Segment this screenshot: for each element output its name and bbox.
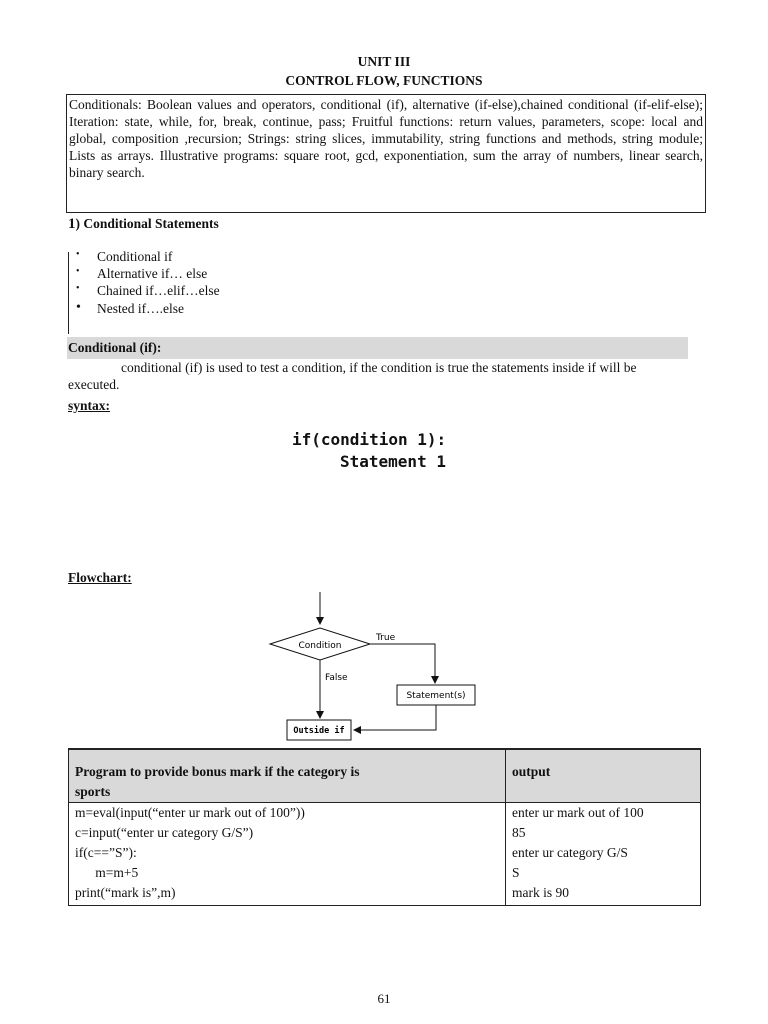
output-line: enter ur mark out of 100: [512, 805, 644, 820]
unit-label: UNIT III: [357, 54, 411, 69]
merge-arrow: [354, 705, 436, 730]
bullet-icon: •: [76, 266, 80, 277]
syntax-label: syntax:: [68, 398, 111, 413]
program-header-line2: sports: [75, 784, 111, 799]
list-item-label: Nested if….else: [97, 301, 184, 316]
page-number: 61: [377, 991, 391, 1006]
table-header-row: [69, 750, 701, 803]
program-header-line1: Program to provide bonus mark if the category is: [75, 764, 360, 779]
output-header-cell: output: [506, 750, 701, 803]
output-cell: [506, 803, 701, 906]
flowchart-label: Flowchart:: [68, 570, 132, 585]
list-item-label: Alternative if… else: [97, 266, 208, 281]
list-item-label: Chained if…elif…else: [97, 283, 220, 298]
program-header-cell: [69, 750, 506, 803]
table-row: [69, 803, 701, 906]
outside-if-text: Outside if: [293, 726, 345, 736]
bullet-icon: •: [76, 300, 81, 315]
bullet-icon: •: [76, 283, 80, 294]
description-line-1: conditional (if) is used to test a condition, if the condition is true the statements inside if will be: [121, 360, 637, 375]
description-line-2: executed.: [68, 377, 120, 392]
code-line: m=eval(input(“enter ur mark out of 100”)): [75, 805, 305, 820]
code-line: if(c==”S”):: [75, 845, 137, 860]
statement-text: Statement(s): [406, 691, 466, 701]
program-table: [68, 749, 701, 906]
true-arrow: [370, 644, 435, 683]
section-title: ) Conditional Statements: [75, 216, 219, 231]
list-item-label: Conditional if: [97, 249, 173, 264]
syllabus-text: Conditionals: Boolean values and operators, conditional (if), alternative (if-else),chained conditional (if-elif-else); Iteration: state, while, for, break, continue, pass; Fruitful functions: return values, parameters, scope: local and global, composition ,recursion; Strings: string slices, immutability, string functions and methods, string module; Lists as arrays. Illustrative programs: square root, gcd, exponentiation, sum the array of numbers, linear search, binary search.: [69, 97, 703, 180]
syntax-line-1: if(condition 1):: [292, 430, 447, 449]
output-line: S: [512, 865, 520, 880]
code-line: m=m+5: [75, 865, 139, 880]
bullet-icon: •: [76, 249, 80, 260]
output-line: mark is 90: [512, 885, 569, 900]
section-number: 1: [68, 216, 76, 232]
false-label: False: [325, 673, 348, 683]
page-title: CONTROL FLOW, FUNCTIONS: [285, 73, 483, 88]
output-line: enter ur category G/S: [512, 845, 628, 860]
syntax-line-2: Statement 1: [340, 452, 446, 471]
code-line: print(“mark is”,m): [75, 885, 176, 900]
condition-text: Condition: [298, 641, 342, 651]
code-line: c=input(“enter ur category G/S”): [75, 825, 254, 840]
true-label: True: [376, 633, 396, 643]
conditional-if-heading: Conditional (if):: [67, 337, 688, 359]
code-cell: [69, 803, 506, 906]
output-line: 85: [512, 825, 526, 840]
